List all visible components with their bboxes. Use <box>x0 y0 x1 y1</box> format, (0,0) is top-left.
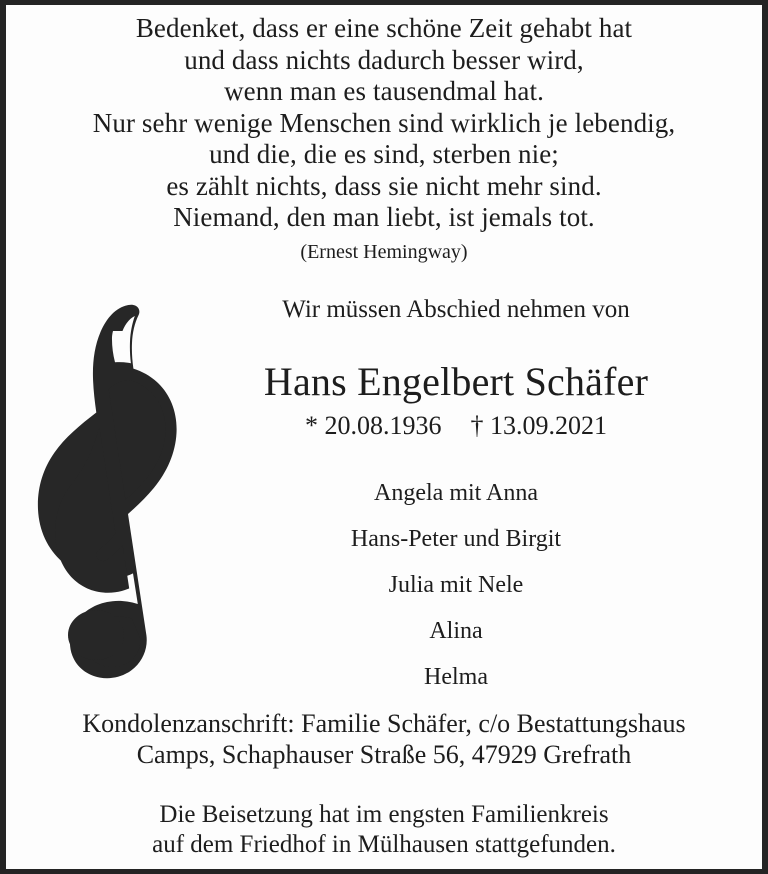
quote-line: Bedenket, dass er eine schöne Zeit gehabt hat <box>135 13 633 43</box>
notice-body <box>6 5 762 869</box>
death-symbol: † <box>470 411 484 440</box>
quote-block <box>6 13 762 264</box>
mourners-list <box>156 479 756 691</box>
life-dates <box>156 411 756 441</box>
burial-line: Die Beisetzung hat im engsten Familienkreis <box>159 801 609 828</box>
mourner-name: Alina <box>429 618 483 644</box>
address-line: Camps, Schaphauser Straße 56, 47929 Grefrath <box>136 740 632 769</box>
quote-line: und die, die es sind, sterben nie; <box>209 139 559 169</box>
birth-date: 20.08.1936 <box>324 411 442 440</box>
condolence-address <box>12 708 756 770</box>
quote-line: es zählt nichts, dass sie nicht mehr sind. <box>166 170 602 201</box>
deceased-name: Hans Engelbert Schäfer <box>263 359 649 404</box>
burial-information <box>12 800 756 860</box>
mourner-name: Helma <box>424 664 488 690</box>
farewell-text: Wir müssen Abschied nehmen von <box>282 296 630 323</box>
mourner-name: Angela mit Anna <box>374 480 538 506</box>
death-date: 13.09.2021 <box>490 411 607 440</box>
mourner-name: Julia mit Nele <box>388 572 524 598</box>
quote-line: und dass nichts dadurch besser wird, <box>184 44 584 75</box>
birth-symbol: * <box>305 411 318 440</box>
quote-attribution: (Ernest Hemingway) <box>300 240 468 263</box>
quote-line: Nur sehr wenige Menschen sind wirklich je lebendig, <box>92 107 676 138</box>
burial-line: auf dem Friedhof in Mülhausen stattgefunden. <box>152 831 616 858</box>
quote-line: wenn man es tausendmal hat. <box>224 76 544 106</box>
mourner-name: Hans-Peter und Birgit <box>350 526 562 552</box>
tribute-block <box>156 295 756 691</box>
quote-line: Niemand, den man liebt, ist jemals tot. <box>173 202 595 232</box>
address-line: Kondolenzanschrift: Familie Schäfer, c/o Bestattungshaus <box>82 709 686 738</box>
